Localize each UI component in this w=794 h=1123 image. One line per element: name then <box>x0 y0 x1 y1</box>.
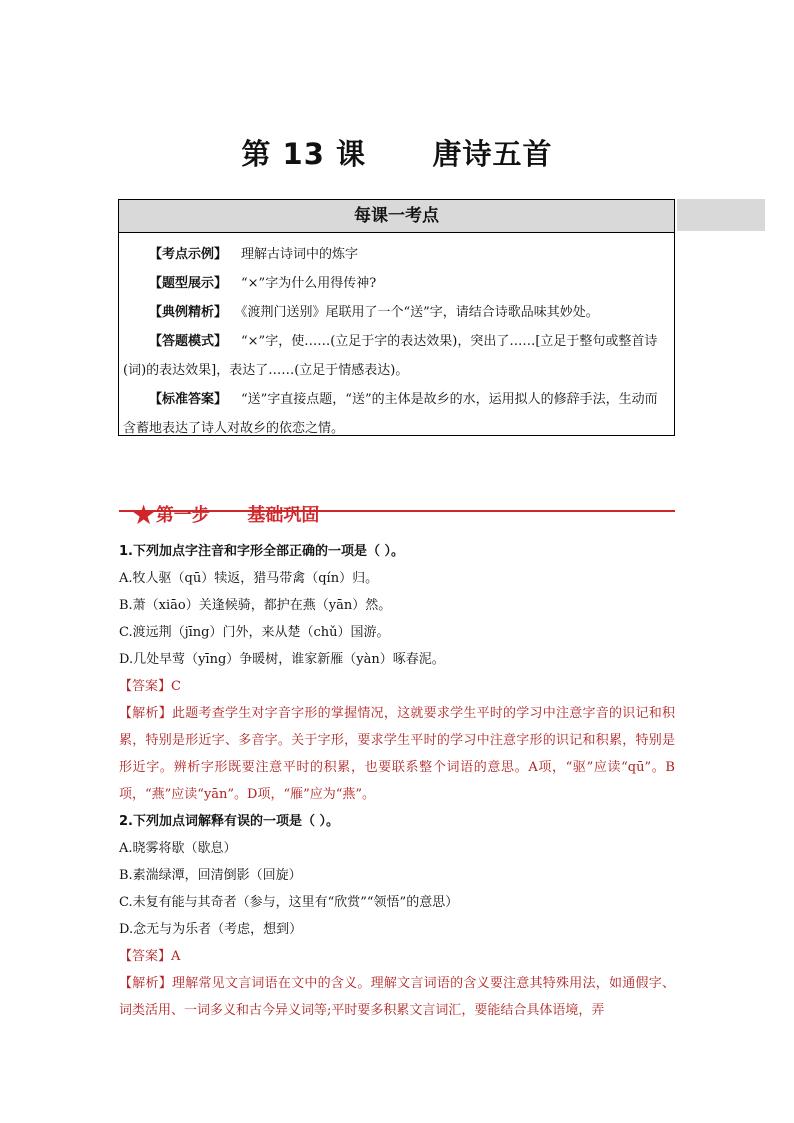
kaodian-text: “×”字，使……(立足于字的表达效果)，突出了……[立足于整句或整首诗(词)的表达效果]，表达了……(立足于情感表达)。 <box>123 334 658 378</box>
kaodian-box <box>118 199 675 436</box>
step-heading <box>119 480 675 531</box>
option-c: C.渡远荆（jīng）门外，来从楚（chǔ）国游。 <box>119 625 390 640</box>
header-shade-strip <box>677 199 765 231</box>
analysis: 【解析】此题考查学生对字音字形的掌握情况，这就要求学生平时的学习中注意字音的识记和积累，特别是形近字、多音字。关于字形，要求学生平时的学习中注意字形的识记和积累，特别是形近字。辨析字形既要注意平时的积累，也要联系整个词语的意思。A项，“驱”应读“qū”。B项，“燕”应读“yān”。D项，“雁”应为“燕”。 <box>119 706 675 802</box>
kaodian-body <box>119 233 674 443</box>
option-b: B.萧（xiāo）关逢候骑，都护在燕（yān）然。 <box>119 598 392 613</box>
kaodian-label: 【标准答案】 <box>149 392 228 407</box>
questions-section <box>119 538 675 1024</box>
kaodian-text: 《渡荆门送别》尾联用了一个“送”字，请结合诗歌品味其妙处。 <box>241 305 599 320</box>
kaodian-label: 【考点示例】 <box>149 247 228 262</box>
question-stem: 1.下列加点字注音和字形全部正确的一项是（ ）。 <box>119 544 405 559</box>
option-a: A.晓雾将歇（歇息） <box>119 841 237 856</box>
question-1 <box>119 538 675 808</box>
kaodian-label: 【典例精析】 <box>149 305 228 320</box>
kaodian-label: 【题型展示】 <box>149 276 228 291</box>
kaodian-text: “送”字直接点题，“送”的主体是故乡的水，运用拟人的修辞手法，生动而含蓄地表达了诗人对故乡的依恋之情。 <box>123 392 658 436</box>
kaodian-text: 理解古诗词中的炼字 <box>241 247 359 262</box>
kaodian-text: “×”字为什么用得传神? <box>241 276 377 291</box>
kaodian-row <box>123 298 670 327</box>
star-icon: ★ <box>131 500 156 531</box>
option-c: C.未复有能与其奇者（参与，这里有“欣赏”“领悟”的意思） <box>119 895 459 910</box>
answer: 【答案】A <box>119 949 181 964</box>
page-title: 第 13 课 唐诗五首 <box>241 137 553 171</box>
option-a: A.牧人驱（qū）犊返，猎马带禽（qín）归。 <box>119 571 379 586</box>
kaodian-header: 每课一考点 <box>119 200 674 233</box>
question-stem: 2.下列加点词解释有误的一项是（ ）。 <box>119 814 340 829</box>
kaodian-row <box>123 240 670 269</box>
option-b: B.素湍绿潭，回清倒影（回旋） <box>119 868 302 883</box>
step-label: 第一步 基础巩固 <box>155 505 320 526</box>
option-d: D.几处早莺（yīng）争暖树，谁家新雁（yàn）啄春泥。 <box>119 652 445 667</box>
kaodian-row <box>123 385 670 443</box>
kaodian-label: 【答题模式】 <box>149 334 228 349</box>
answer: 【答案】C <box>119 679 181 694</box>
option-d: D.念无与为乐者（考虑，想到） <box>119 922 303 937</box>
kaodian-row <box>123 327 670 385</box>
analysis: 【解析】理解常见文言词语在文中的含义。理解文言词语的含义要注意其特殊用法，如通假字、词类活用、一词多义和古今异义词等;平时要多积累文言词汇，要能结合具体语境，弄 <box>119 976 675 1018</box>
question-2 <box>119 808 675 1024</box>
kaodian-row <box>123 269 670 298</box>
